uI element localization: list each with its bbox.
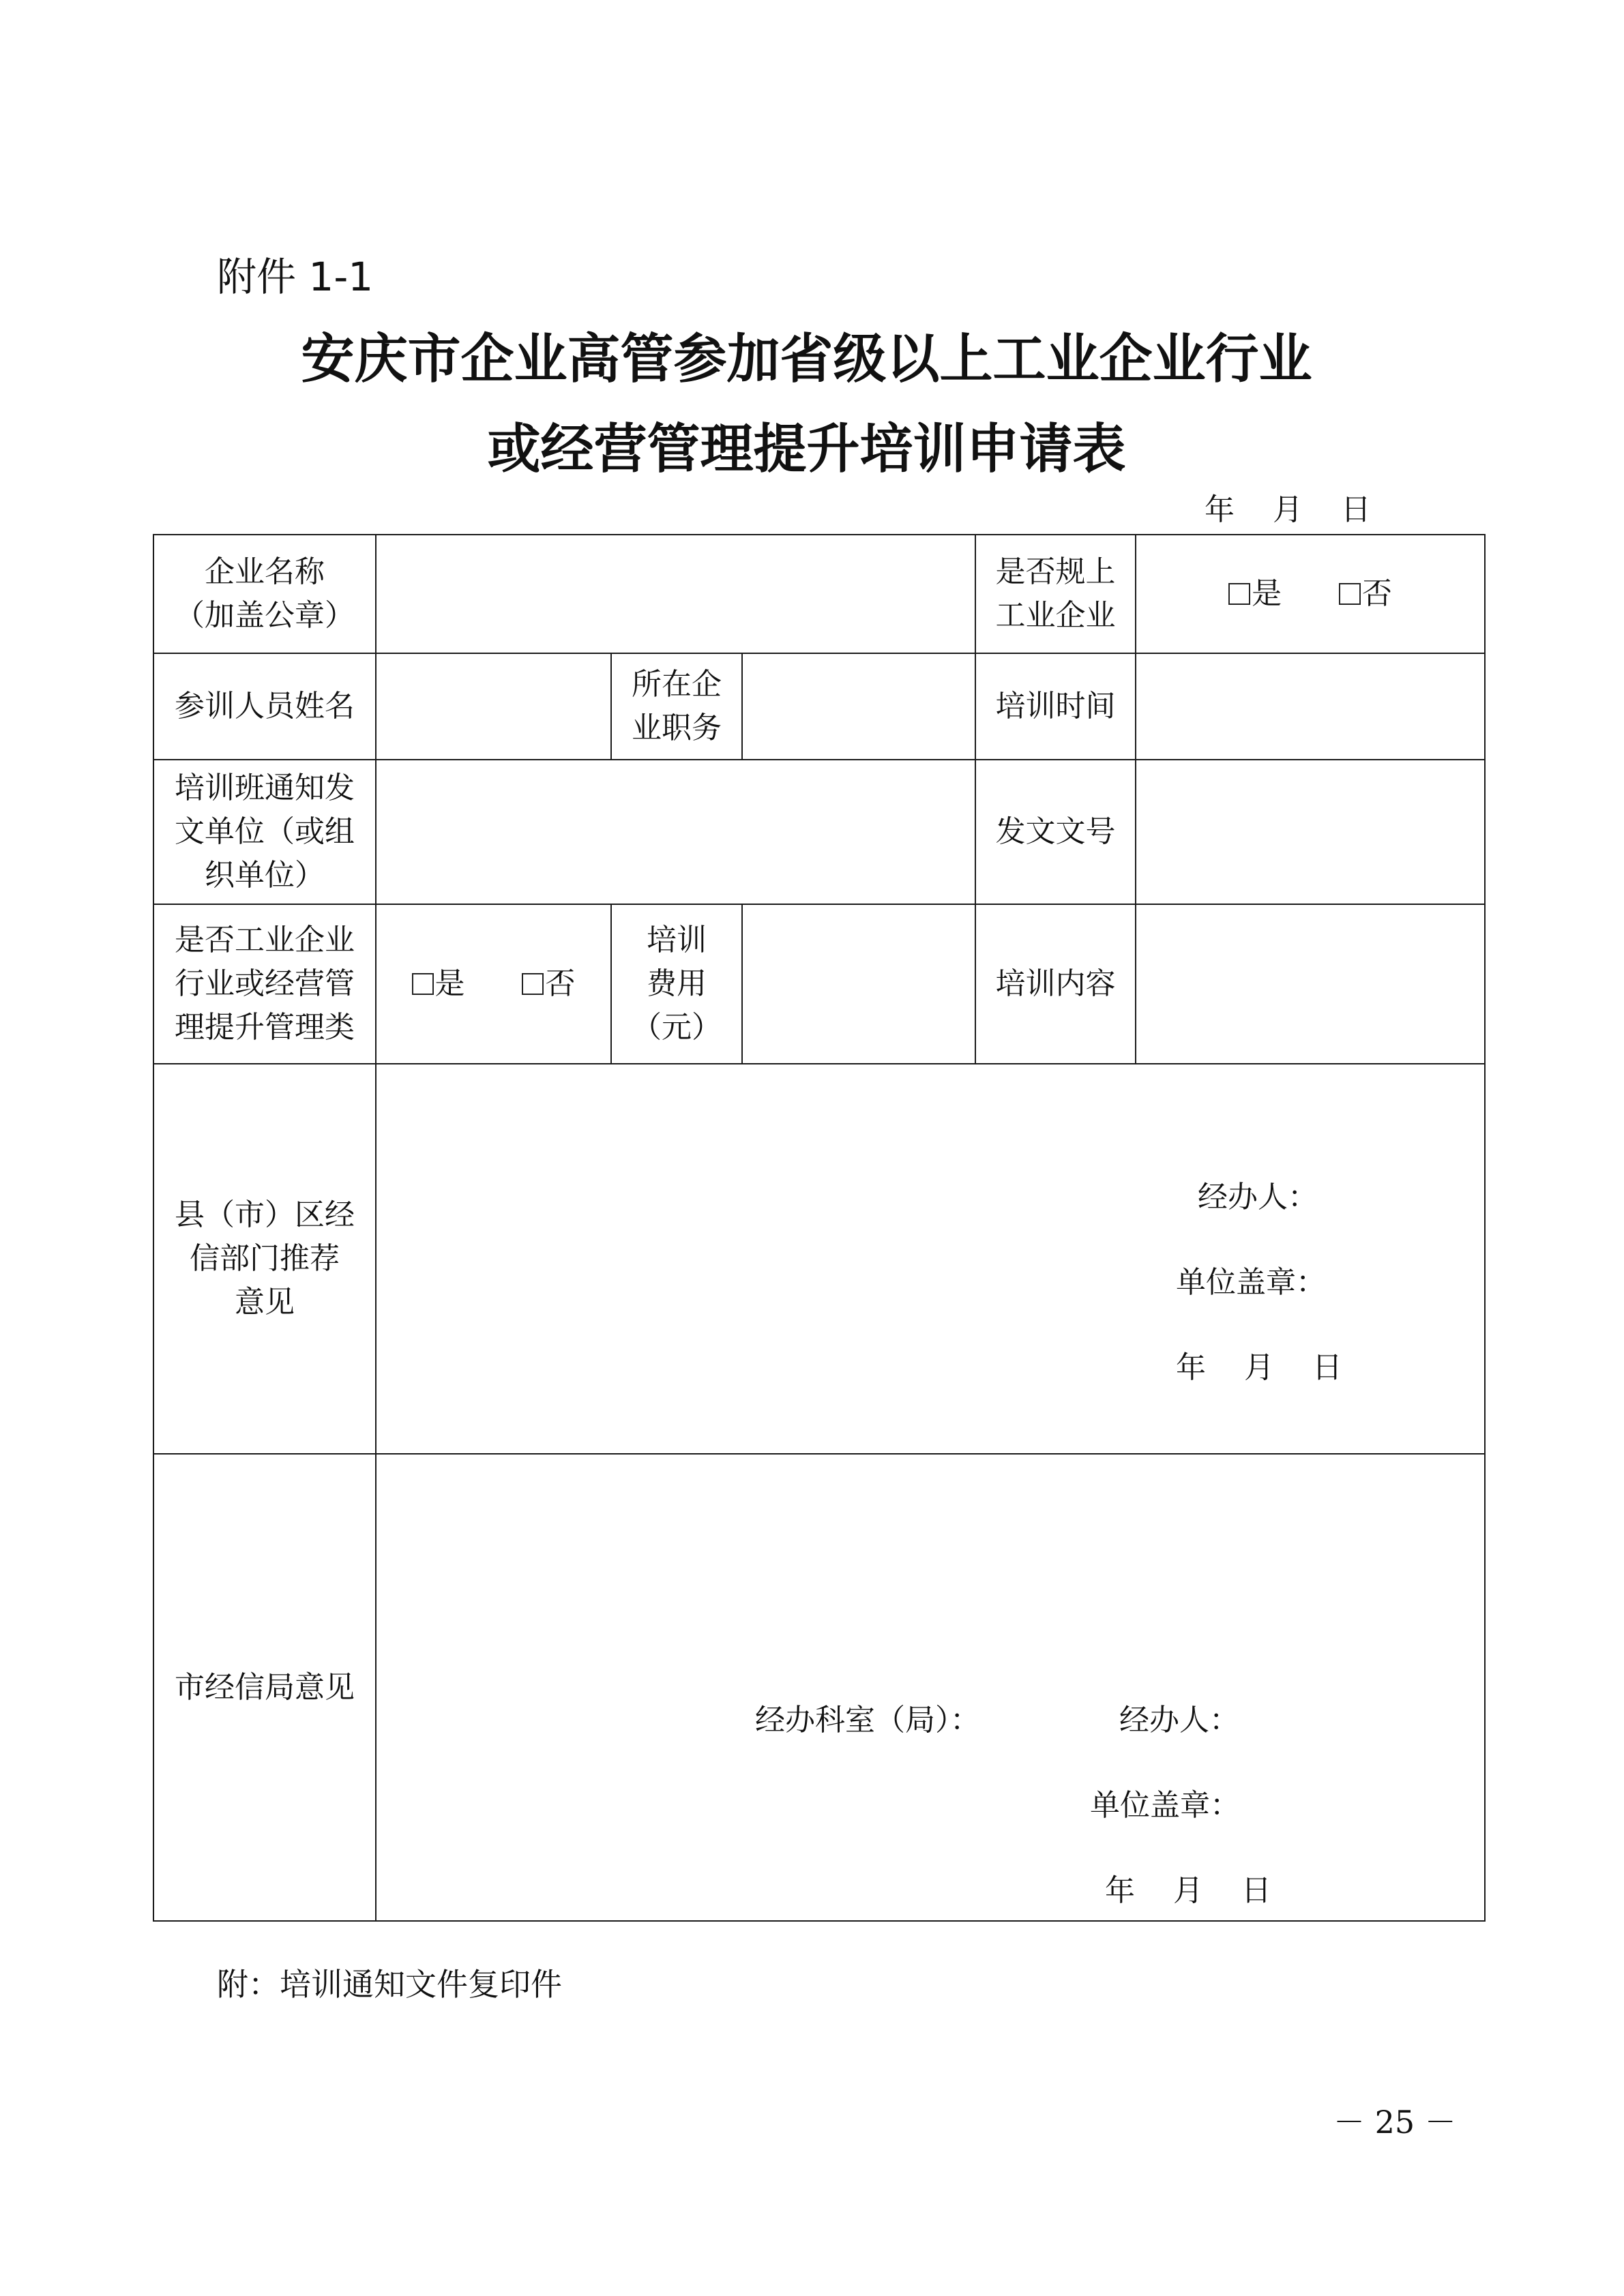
issuer-label-line-1: 培训班通知发 <box>175 771 355 805</box>
is-regulated-no-label: 否 <box>1361 576 1392 611</box>
form-title-line-1: 安庆市企业高管参加省级以上工业企业行业 <box>301 328 1312 390</box>
position-field[interactable] <box>742 653 975 760</box>
city-date: 年 月 日 <box>1105 1873 1271 1908</box>
participant-name-field[interactable] <box>376 653 611 760</box>
is-regulated-label-line-2: 工业企业 <box>995 598 1116 633</box>
county-seal-label: 单位盖章： <box>1176 1265 1326 1300</box>
city-seal-label: 单位盖章： <box>1090 1788 1240 1823</box>
application-form-table <box>153 534 1486 1922</box>
county-opinion-label <box>153 1064 376 1454</box>
issuer-label-line-3: 织单位） <box>205 858 325 893</box>
training-time-field[interactable] <box>1136 653 1485 760</box>
position-label-line-1: 所在企 <box>632 667 722 702</box>
company-name-label-line-1: 企业名称 <box>205 554 325 589</box>
category-yes-label: 是 <box>434 966 465 1001</box>
attachment-note: 附：培训通知文件复印件 <box>217 1966 562 2003</box>
county-opinion-label-line-2: 信部门推荐 <box>190 1241 340 1276</box>
company-name-label <box>153 535 376 653</box>
category-label-line-2: 行业或经营管 <box>175 966 355 1001</box>
category-no-checkbox[interactable] <box>522 973 544 995</box>
category-yes-checkbox[interactable] <box>412 973 434 995</box>
position-label-line-2: 业职务 <box>632 711 722 745</box>
city-signature-block <box>377 1455 1484 1920</box>
county-opinion-label-line-1: 县（市）区经 <box>175 1197 355 1232</box>
issuer-label-line-2: 文单位（或组 <box>175 814 355 849</box>
row-participant <box>153 653 1485 760</box>
training-time-label: 培训时间 <box>975 653 1136 760</box>
doc-number-field[interactable] <box>1136 760 1485 904</box>
fee-label-line-3: （元） <box>632 1010 722 1045</box>
is-regulated-yes-label: 是 <box>1252 576 1282 611</box>
county-opinion-field[interactable] <box>376 1064 1485 1454</box>
county-handler-label: 经办人： <box>1198 1180 1318 1214</box>
fee-label-line-1: 培训 <box>647 923 707 957</box>
doc-number-label: 发文文号 <box>975 760 1136 904</box>
city-handler-label: 经办人： <box>1119 1703 1239 1738</box>
fee-label <box>611 904 742 1064</box>
category-no-label: 否 <box>545 966 576 1001</box>
company-name-field[interactable] <box>376 535 975 653</box>
city-office-label: 经办科室（局）： <box>755 1703 980 1738</box>
is-regulated-options <box>1136 535 1485 653</box>
form-title-line-2: 或经营管理提升培训申请表 <box>487 418 1126 480</box>
fee-field[interactable] <box>742 904 975 1064</box>
is-regulated-no-checkbox[interactable] <box>1339 583 1361 605</box>
attachment-label: 附件 1-1 <box>217 254 374 300</box>
row-county-opinion <box>153 1064 1485 1454</box>
participant-label: 参训人员姓名 <box>153 653 376 760</box>
fee-label-line-2: 费用 <box>647 966 707 1001</box>
category-label-line-3: 理提升管理类 <box>175 1010 355 1045</box>
application-date: 年 月 日 <box>1205 492 1371 527</box>
content-label: 培训内容 <box>975 904 1136 1064</box>
category-label-line-1: 是否工业企业 <box>175 923 355 957</box>
row-city-opinion <box>153 1454 1485 1921</box>
is-regulated-yes-checkbox[interactable] <box>1228 583 1250 605</box>
issuer-field[interactable] <box>376 760 975 904</box>
city-opinion-field[interactable] <box>376 1454 1485 1921</box>
is-regulated-label-line-1: 是否规上 <box>995 554 1116 589</box>
page-number: － 25 － <box>1333 2104 1456 2141</box>
is-regulated-label <box>975 535 1136 653</box>
county-signature-block <box>377 1064 1484 1453</box>
row-company <box>153 535 1485 653</box>
issuer-label <box>153 760 376 904</box>
content-field[interactable] <box>1136 904 1485 1064</box>
county-opinion-label-line-3: 意见 <box>235 1285 295 1320</box>
position-label <box>611 653 742 760</box>
row-category <box>153 904 1485 1064</box>
category-options <box>376 904 611 1064</box>
company-name-label-line-2: （加盖公章） <box>175 598 355 633</box>
county-date: 年 月 日 <box>1176 1350 1342 1385</box>
category-label <box>153 904 376 1064</box>
row-issuer <box>153 760 1485 904</box>
city-opinion-label: 市经信局意见 <box>153 1454 376 1921</box>
